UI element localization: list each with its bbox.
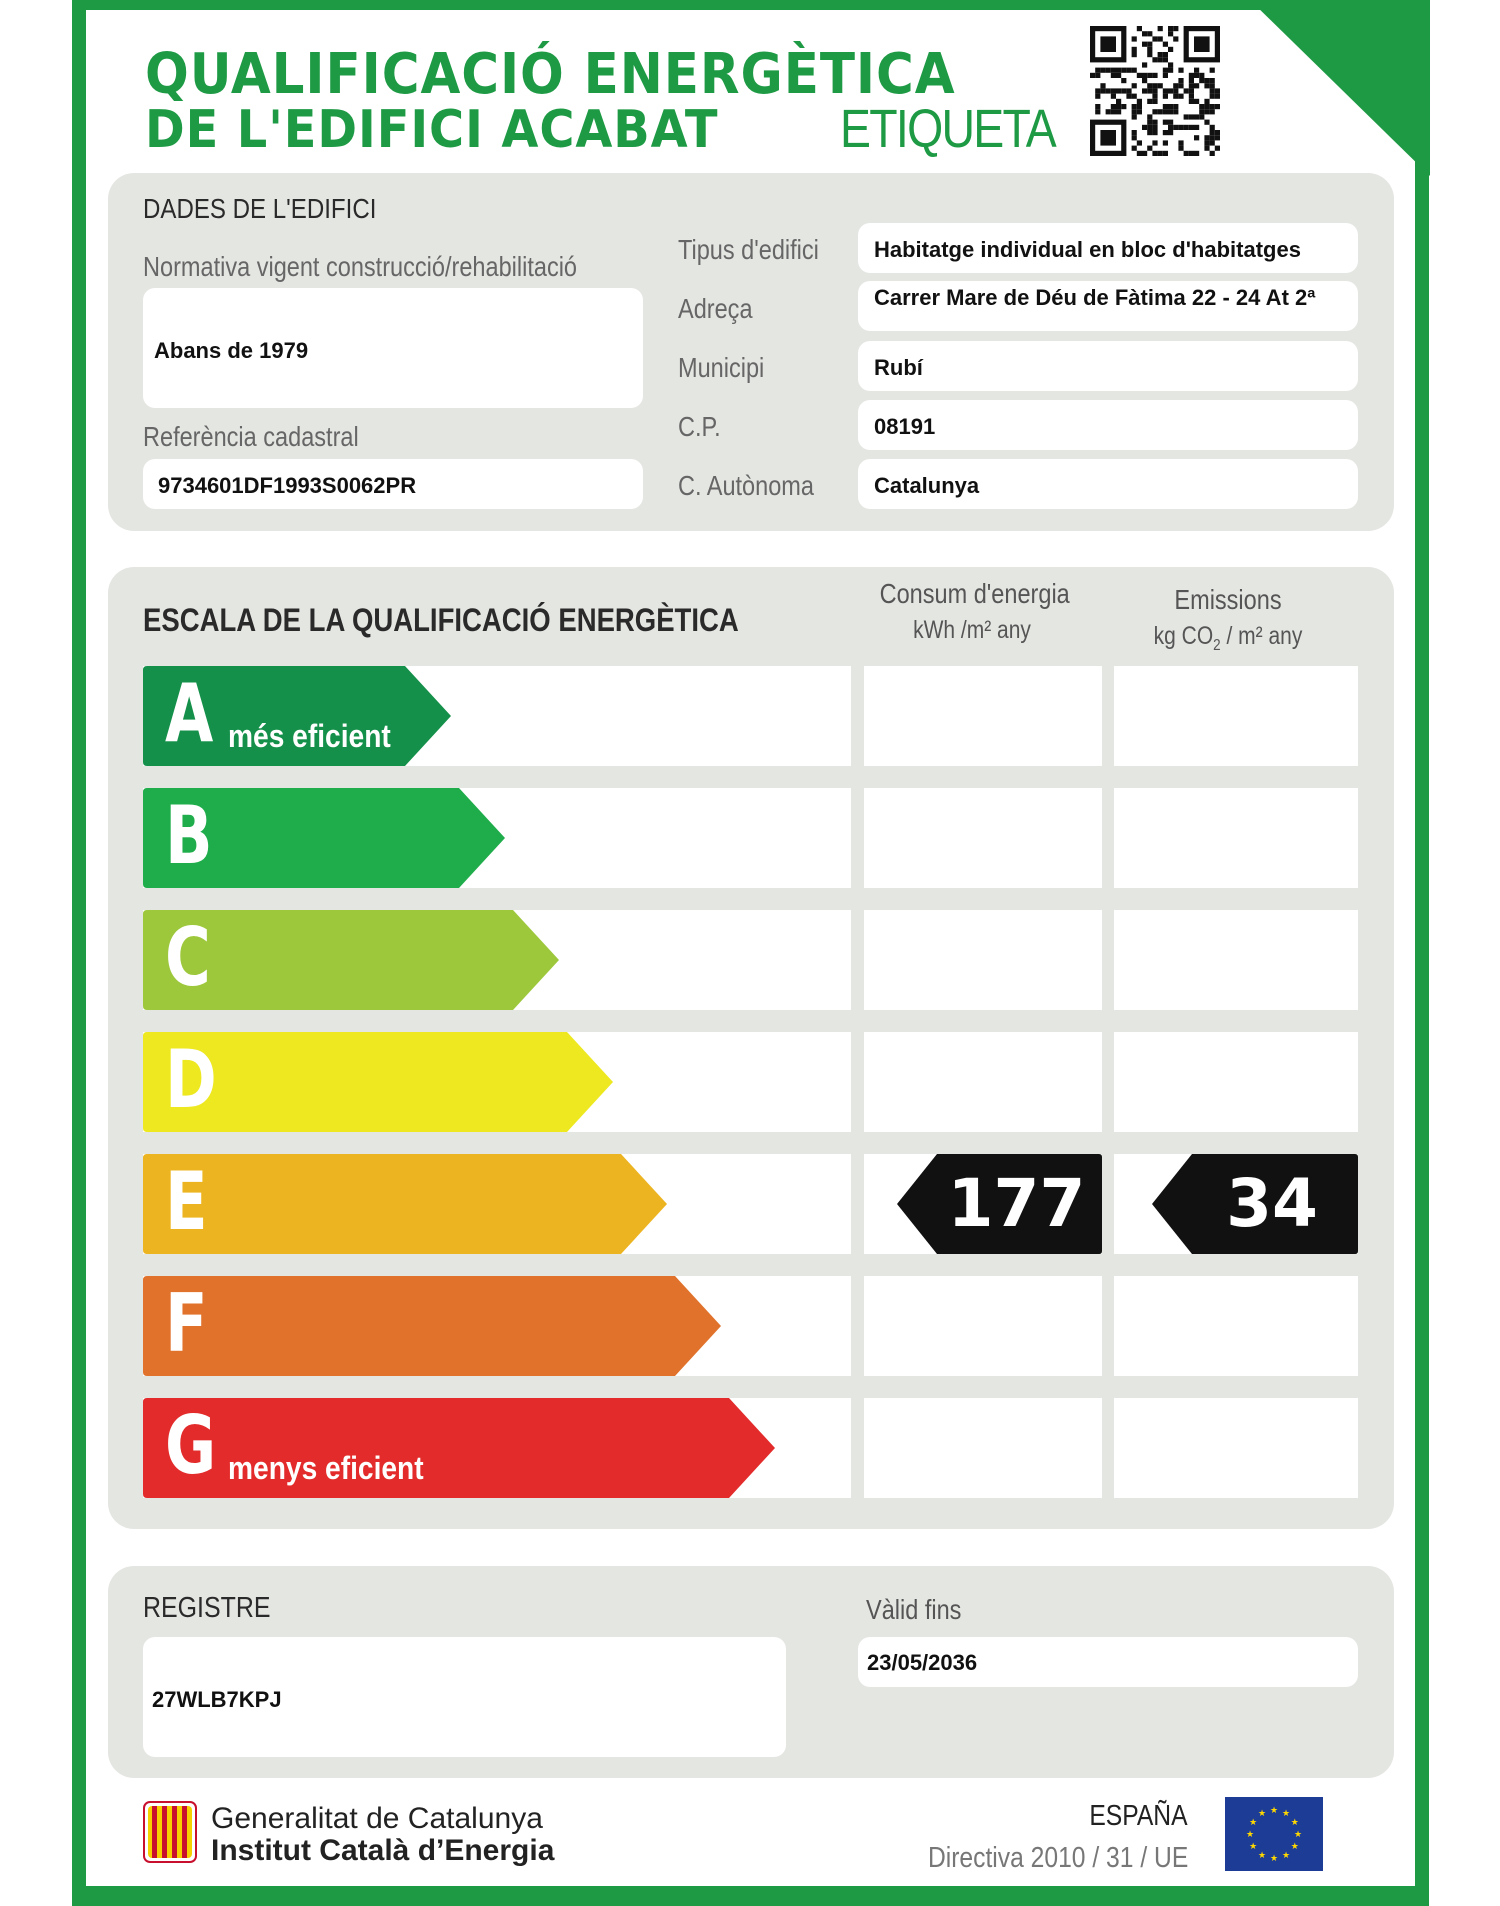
consumption-cell-c — [864, 910, 1102, 1010]
eu-flag-icon — [1225, 1797, 1323, 1871]
class-letter-c: C — [165, 911, 211, 1004]
svg-text:★: ★ — [1269, 1806, 1279, 1816]
field-value-building-type: Habitatge individual en bloc d'habitatges — [874, 237, 1301, 262]
svg-text:★: ★ — [1269, 1854, 1279, 1864]
valid-until-value: 23/05/2036 — [867, 1650, 978, 1675]
class-letter-a: A — [165, 667, 214, 760]
cadastral-label: Referència cadastral — [143, 421, 359, 452]
consumption-unit: kWh /m² any — [913, 616, 1031, 644]
directive-label: Directiva 2010 / 31 / UE — [927, 1842, 1188, 1874]
consumption-rating-badge — [897, 1154, 1102, 1254]
field-label-building-type: Tipus d'edifici — [678, 234, 819, 265]
etiqueta-label: ETIQUETA — [840, 99, 1056, 159]
emissions-unit-post: / m² any — [1220, 622, 1303, 650]
scale-section-title: ESCALA DE LA QUALIFICACIÓ ENERGÈTICA — [143, 602, 739, 638]
class-arrow-shape-f — [143, 1276, 725, 1376]
emissions-unit-sub: 2 — [1213, 637, 1221, 654]
registry-value: 27WLB7KPJ — [152, 1687, 282, 1712]
field-label-address: Adreça — [678, 293, 753, 324]
consumption-rating-badge-value: 177 — [947, 1165, 1086, 1242]
class-arrow-shape-e — [143, 1154, 671, 1254]
consumption-cell-d — [864, 1032, 1102, 1132]
emissions-cell-a — [1114, 666, 1358, 766]
cadastral-value: 9734601DF1993S0062PR — [158, 473, 417, 498]
emissions-unit — [1127, 622, 1329, 655]
class-arrow-d — [143, 1032, 617, 1132]
svg-text:★: ★ — [1281, 1809, 1291, 1820]
field-label-postal-code: C.P. — [678, 411, 721, 442]
class-arrow-a — [143, 666, 455, 766]
svg-text:★: ★ — [1257, 1850, 1267, 1861]
emissions-rating-badge-value: 34 — [1226, 1165, 1318, 1242]
field-value-postal-code: 08191 — [874, 414, 936, 439]
title-line2: DE L'EDIFICI ACABAT — [145, 100, 719, 160]
emissions-unit-pre: kg CO — [1153, 622, 1214, 650]
field-value-region: Catalunya — [874, 473, 980, 498]
field-label-region: C. Autònoma — [678, 470, 814, 501]
svg-text:★: ★ — [1245, 1830, 1255, 1840]
class-letter-g: G — [165, 1399, 217, 1492]
emissions-cell-f — [1114, 1276, 1358, 1376]
svg-text:★: ★ — [1249, 1818, 1258, 1828]
valid-until-label: Vàlid fins — [866, 1594, 962, 1625]
svg-text:★: ★ — [1257, 1809, 1267, 1820]
org-line2: Institut Català d’Energia — [211, 1834, 555, 1867]
class-letter-d: D — [165, 1033, 217, 1126]
country-label: ESPAÑA — [1089, 1800, 1188, 1832]
qr-code-icon — [1090, 26, 1220, 156]
class-letter-b: B — [165, 789, 213, 882]
title-line1: QUALIFICACIÓ ENERGÈTICA — [145, 42, 956, 107]
field-box-municipality — [858, 341, 1358, 391]
svg-text:★: ★ — [1293, 1830, 1303, 1840]
emissions-rating-badge — [1152, 1154, 1358, 1254]
consumption-header: Consum d'energia — [879, 578, 1070, 609]
field-value-municipality: Rubí — [874, 355, 923, 380]
class-arrow-b — [143, 788, 509, 888]
regulation-value: Abans de 1979 — [154, 338, 309, 363]
class-subtitle-g: menys eficient — [228, 1450, 424, 1486]
consumption-cell-f — [864, 1276, 1102, 1376]
consumption-cell-a — [864, 666, 1102, 766]
consumption-cell-g — [864, 1398, 1102, 1498]
svg-text:★: ★ — [1281, 1850, 1291, 1861]
svg-text:★: ★ — [1290, 1818, 1299, 1828]
emissions-cell-g — [1114, 1398, 1358, 1498]
field-value-address: Carrer Mare de Déu de Fàtima 22 - 24 At 2ª — [874, 285, 1316, 310]
emissions-cell-c — [1114, 910, 1358, 1010]
regulation-label: Normativa vigent construcció/rehabilitació — [143, 251, 578, 282]
svg-text:★: ★ — [1249, 1842, 1258, 1852]
class-arrow-c — [143, 910, 563, 1010]
corner-fold — [1250, 0, 1430, 176]
class-subtitle-a: més eficient — [228, 718, 391, 754]
emissions-cell-b — [1114, 788, 1358, 888]
consumption-cell-b — [864, 788, 1102, 888]
generalitat-logo-icon — [143, 1801, 197, 1863]
class-arrow-f — [143, 1276, 725, 1376]
building-section-title: DADES DE L'EDIFICI — [143, 193, 377, 224]
class-letter-e: E — [165, 1155, 208, 1248]
field-label-municipality: Municipi — [678, 352, 765, 383]
registry-title: REGISTRE — [143, 1592, 271, 1624]
svg-text:★: ★ — [1290, 1842, 1299, 1852]
class-letter-f: F — [165, 1277, 208, 1370]
emissions-header: Emissions — [1174, 584, 1282, 615]
emissions-cell-d — [1114, 1032, 1358, 1132]
class-arrow-g — [143, 1398, 779, 1498]
class-arrow-e — [143, 1154, 671, 1254]
org-line1: Generalitat de Catalunya — [211, 1802, 543, 1835]
